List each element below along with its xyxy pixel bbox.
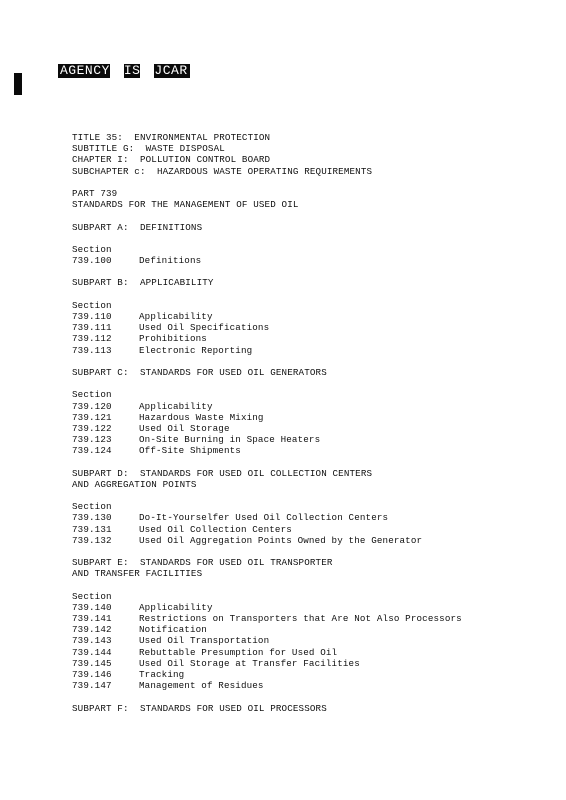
spacer bbox=[72, 378, 542, 389]
spacer bbox=[72, 289, 542, 300]
subpart-heading: SUBPART A: DEFINITIONS bbox=[72, 221, 203, 233]
section-number: 739.132 bbox=[72, 534, 112, 546]
section-label: Section bbox=[72, 243, 112, 255]
part-number: PART 739 bbox=[72, 187, 118, 199]
spacer bbox=[72, 356, 542, 367]
section-number: 739.122 bbox=[72, 422, 112, 434]
chapter-line: CHAPTER I: POLLUTION CONTROL BOARD bbox=[72, 154, 271, 166]
subpart-heading: SUBPART E: STANDARDS FOR USED OIL TRANSPORTER bbox=[72, 557, 333, 569]
section-number: 739.112 bbox=[72, 333, 112, 345]
spacer bbox=[72, 456, 542, 467]
spacer bbox=[72, 210, 542, 221]
document-body bbox=[72, 132, 542, 714]
section-row bbox=[72, 412, 542, 423]
section-title: Prohibitions bbox=[139, 333, 207, 345]
section-title: Used Oil Storage bbox=[139, 422, 230, 434]
section-title: Definitions bbox=[139, 255, 202, 267]
section-title: Electronic Reporting bbox=[139, 344, 253, 356]
subchapter-line: SUBCHAPTER c: HAZARDOUS WASTE OPERATING REQUIREMENTS bbox=[72, 165, 373, 177]
section-number: 739.111 bbox=[72, 322, 112, 334]
section-row bbox=[72, 401, 542, 412]
stamp-right-text: JCAR bbox=[154, 63, 188, 78]
section-row bbox=[72, 669, 542, 680]
section-number: 739.141 bbox=[72, 613, 112, 625]
section-row bbox=[72, 602, 542, 613]
section-number: 739.130 bbox=[72, 512, 112, 524]
section-title: Do-It-Yourselfer Used Oil Collection Centers bbox=[139, 512, 389, 524]
section-row bbox=[72, 322, 542, 333]
section-title: Applicability bbox=[139, 400, 213, 412]
section-number: 739.145 bbox=[72, 657, 112, 669]
section-row bbox=[72, 255, 542, 266]
section-row bbox=[72, 635, 542, 646]
section-row bbox=[72, 647, 542, 658]
subpart-heading: SUBPART F: STANDARDS FOR USED OIL PROCESSORS bbox=[72, 702, 327, 714]
section-title: Notification bbox=[139, 624, 207, 636]
section-row bbox=[72, 311, 542, 322]
spacer bbox=[72, 691, 542, 702]
section-row bbox=[72, 445, 542, 456]
section-title: Used Oil Collection Centers bbox=[139, 523, 292, 535]
section-row bbox=[72, 680, 542, 691]
section-title: Tracking bbox=[139, 669, 185, 680]
section-title: Applicability bbox=[139, 601, 213, 613]
section-row bbox=[72, 524, 542, 535]
section-title: Rebuttable Presumption for Used Oil bbox=[139, 646, 338, 658]
section-row bbox=[72, 345, 542, 356]
spacer bbox=[72, 546, 542, 557]
section-title: Restrictions on Transporters that Are Not Also Processors bbox=[139, 613, 462, 625]
section-row bbox=[72, 658, 542, 669]
subpart-heading: SUBPART C: STANDARDS FOR USED OIL GENERATORS bbox=[72, 366, 327, 378]
spacer bbox=[72, 490, 542, 501]
section-row bbox=[72, 535, 542, 546]
section-number: 739.131 bbox=[72, 523, 112, 535]
section-number: 739.143 bbox=[72, 635, 112, 647]
section-number: 739.142 bbox=[72, 624, 112, 636]
section-title: Used Oil Transportation bbox=[139, 635, 270, 647]
subpart-list bbox=[72, 210, 542, 713]
title-line: TITLE 35: ENVIRONMENTAL PROTECTION bbox=[72, 132, 271, 143]
section-title: Management of Residues bbox=[139, 680, 264, 692]
stamp-mid-text: IS bbox=[123, 63, 141, 78]
section-number: 739.146 bbox=[72, 669, 112, 680]
subpart-heading: AND AGGREGATION POINTS bbox=[72, 478, 197, 490]
section-row bbox=[72, 624, 542, 635]
spacer bbox=[72, 233, 542, 244]
section-number: 739.140 bbox=[72, 601, 112, 613]
spacer bbox=[72, 266, 542, 277]
subpart-heading: SUBPART B: APPLICABILITY bbox=[72, 277, 214, 289]
section-row bbox=[72, 613, 542, 624]
section-number: 739.113 bbox=[72, 344, 112, 356]
section-title: Used Oil Aggregation Points Owned by the Generator bbox=[139, 534, 423, 546]
section-number: 739.110 bbox=[72, 311, 112, 322]
section-number: 739.123 bbox=[72, 434, 112, 446]
section-title: Off-Site Shipments bbox=[139, 445, 241, 457]
section-number: 739.144 bbox=[72, 646, 112, 658]
section-title: Used Oil Specifications bbox=[139, 322, 270, 334]
subpart-heading: AND TRANSFER FACILITIES bbox=[72, 568, 203, 580]
stamp-left-text: AGENCY bbox=[60, 63, 110, 78]
section-row bbox=[72, 434, 542, 445]
section-row bbox=[72, 423, 542, 434]
part-title: STANDARDS FOR THE MANAGEMENT OF USED OIL bbox=[72, 199, 299, 211]
section-label: Section bbox=[72, 299, 112, 311]
section-number: 739.124 bbox=[72, 445, 112, 457]
section-label: Section bbox=[72, 501, 112, 513]
section-title: Applicability bbox=[139, 311, 213, 322]
section-label: Section bbox=[72, 590, 112, 602]
subtitle-line: SUBTITLE G: WASTE DISPOSAL bbox=[72, 143, 225, 155]
scan-mark bbox=[14, 73, 22, 95]
section-number: 739.121 bbox=[72, 411, 112, 423]
section-number: 739.147 bbox=[72, 680, 112, 692]
section-title: Hazardous Waste Mixing bbox=[139, 411, 264, 423]
section-number: 739.120 bbox=[72, 400, 112, 412]
section-label: Section bbox=[72, 389, 112, 401]
section-number: 739.100 bbox=[72, 255, 112, 267]
section-row bbox=[72, 512, 542, 523]
section-row bbox=[72, 333, 542, 344]
subpart-heading: SUBPART D: STANDARDS FOR USED OIL COLLECTION CENTERS bbox=[72, 467, 373, 479]
spacer bbox=[72, 580, 542, 591]
section-title: Used Oil Storage at Transfer Facilities bbox=[139, 657, 360, 669]
header-stamp bbox=[58, 64, 190, 78]
section-title: On-Site Burning in Space Heaters bbox=[139, 434, 321, 446]
